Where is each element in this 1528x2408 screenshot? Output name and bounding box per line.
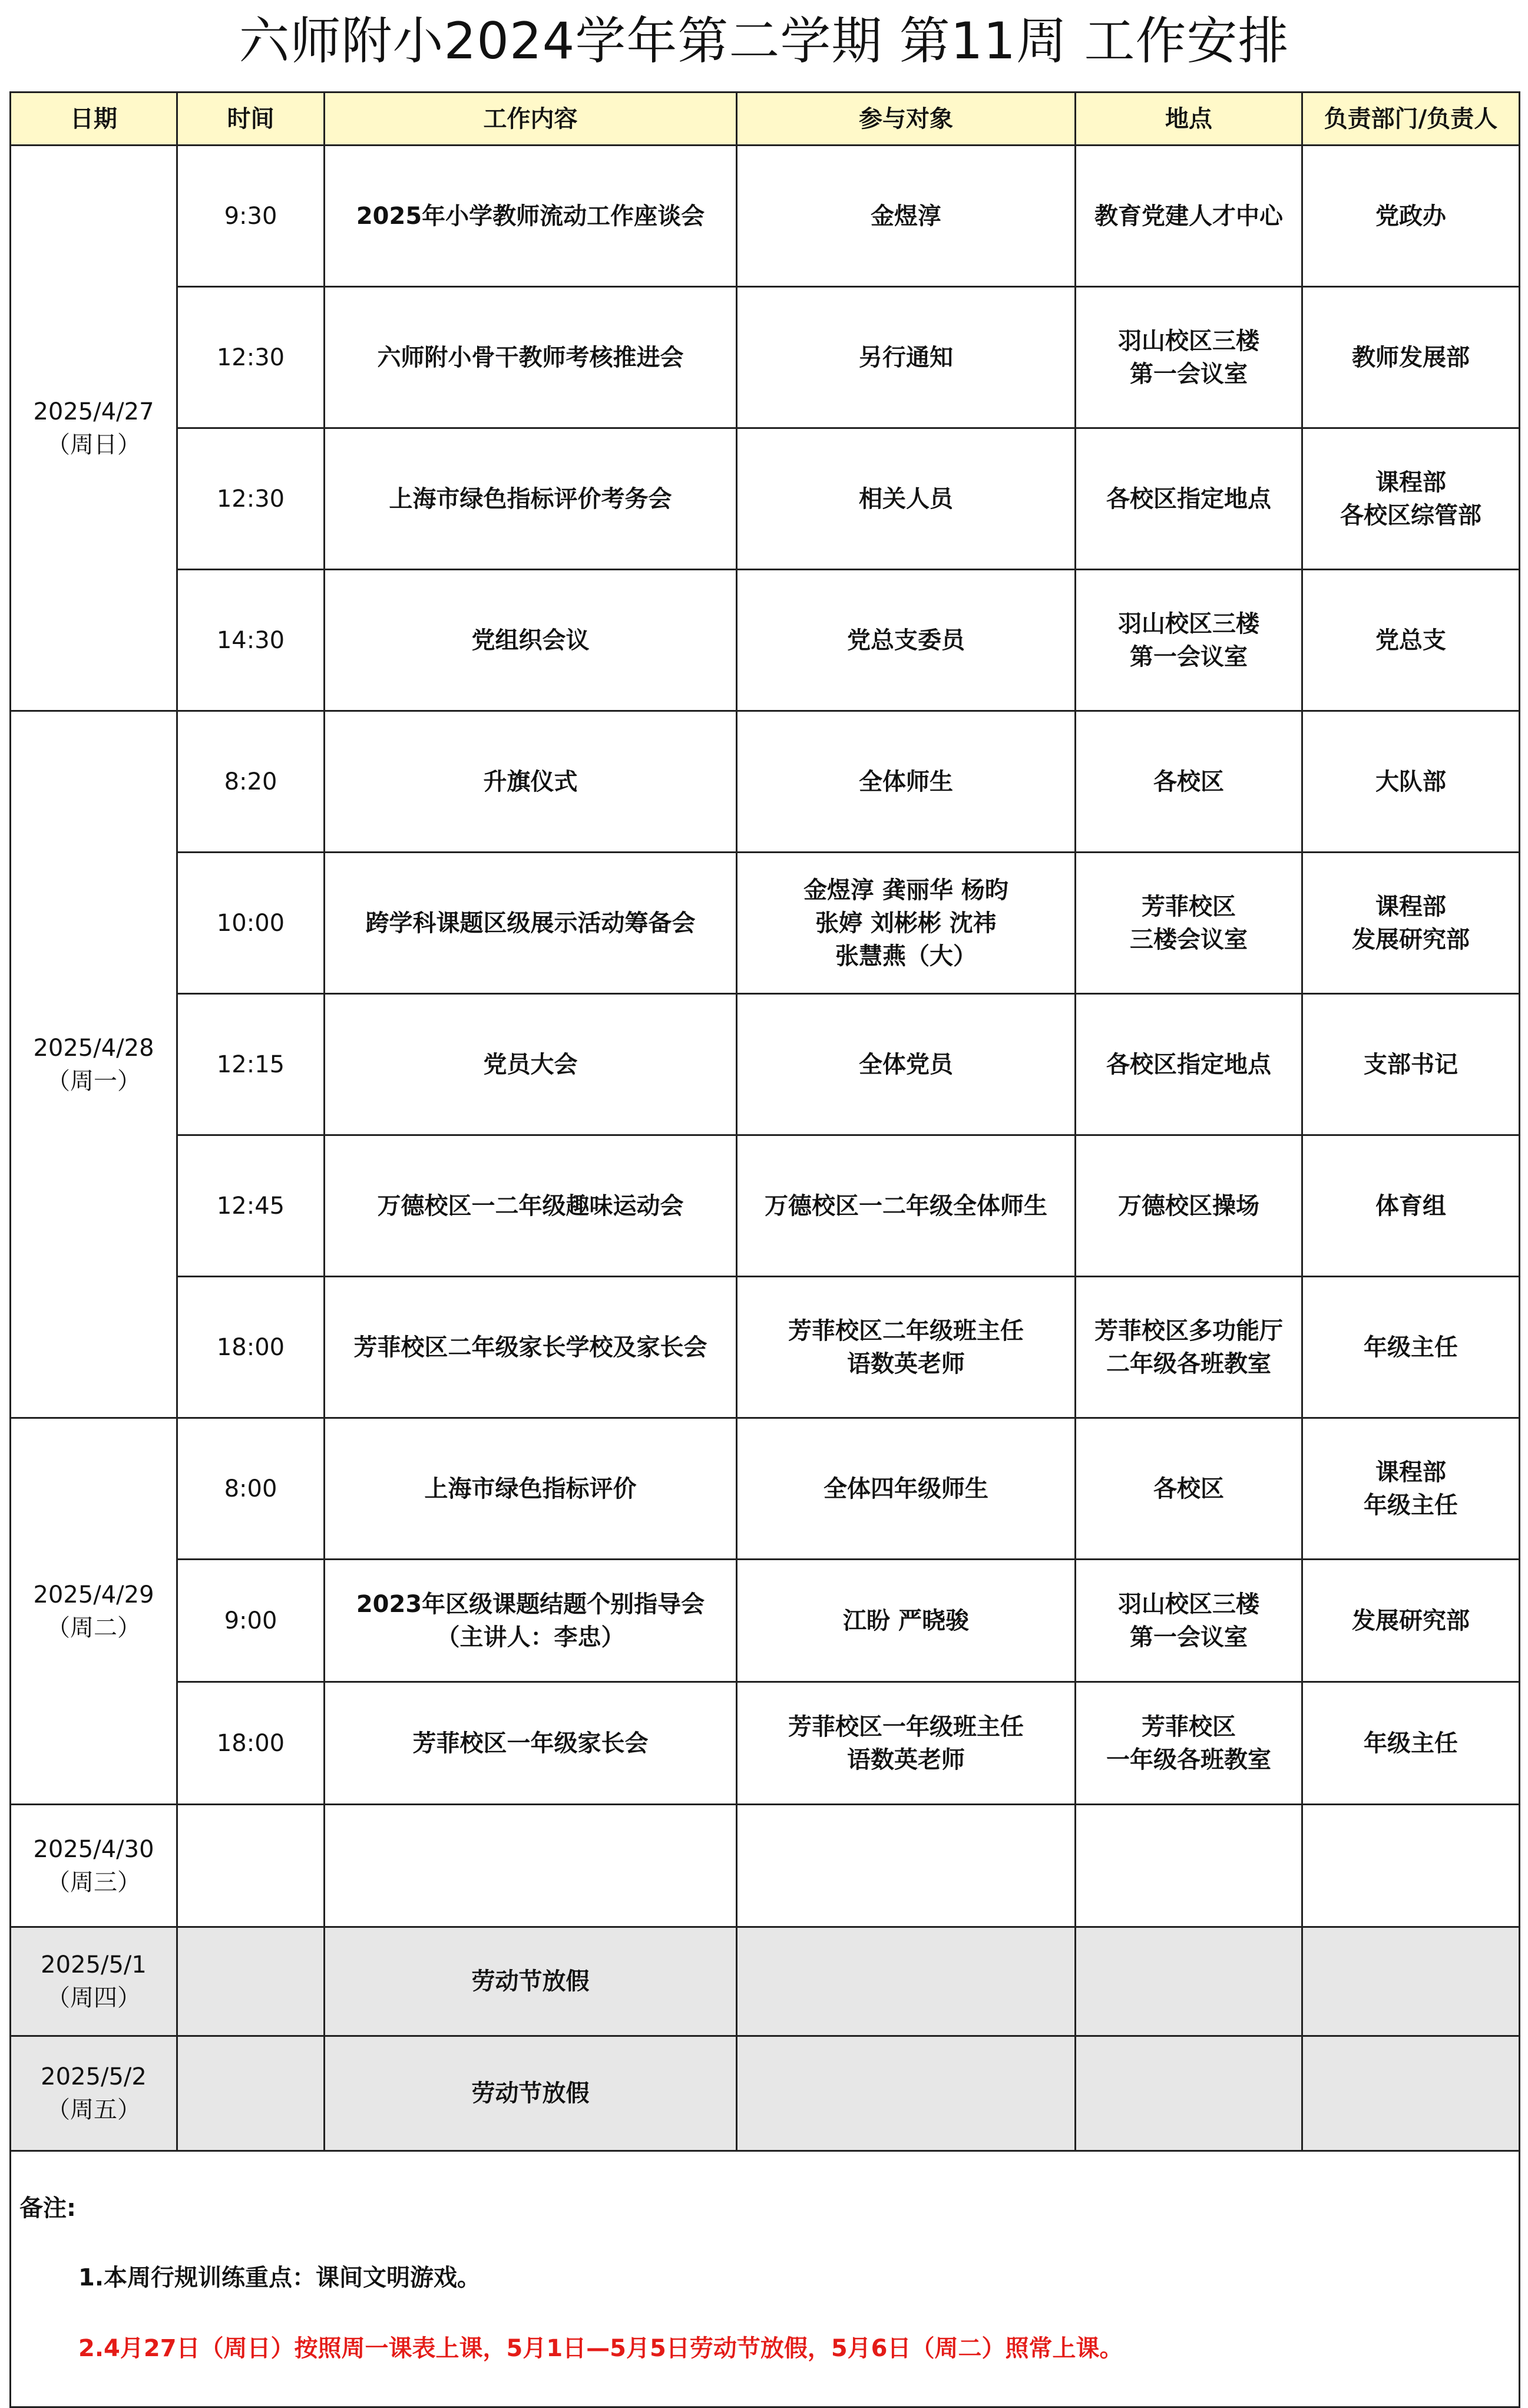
location-cell: 羽山校区三楼 第一会议室	[1076, 287, 1302, 428]
participants-cell: 全体党员	[737, 994, 1076, 1135]
empty-cell	[325, 1805, 737, 1927]
notes-cell	[11, 2151, 1520, 2407]
table-row	[11, 287, 1520, 428]
participants-cell: 另行通知	[737, 287, 1076, 428]
dept-cell: 大队部	[1302, 711, 1520, 853]
table-row	[11, 146, 1520, 287]
participants-cell: 芳菲校区一年级班主任 语数英老师	[737, 1682, 1076, 1805]
participants-cell: 芳菲校区二年级班主任 语数英老师	[737, 1277, 1076, 1418]
content-cell: 党员大会	[325, 994, 737, 1135]
content-cell: 上海市绿色指标评价考务会	[325, 428, 737, 570]
content-cell: 上海市绿色指标评价	[325, 1418, 737, 1560]
empty-cell	[737, 1805, 1076, 1927]
time-cell: 8:20	[177, 711, 325, 853]
participants-cell: 党总支委员	[737, 570, 1076, 711]
location-cell: 各校区	[1076, 1418, 1302, 1560]
empty-cell	[737, 2036, 1076, 2151]
dept-cell: 教师发展部	[1302, 287, 1520, 428]
date-cell: 2025/4/28 （周一）	[11, 711, 177, 1418]
empty-cell	[177, 1805, 325, 1927]
table-row	[11, 1927, 1520, 2036]
date-cell: 2025/4/29 （周二）	[11, 1418, 177, 1805]
table-row	[11, 1135, 1520, 1277]
content-cell: 劳动节放假	[325, 2036, 737, 2151]
time-cell: 14:30	[177, 570, 325, 711]
location-cell: 各校区指定地点	[1076, 428, 1302, 570]
empty-cell	[1302, 1805, 1520, 1927]
participants-cell: 金煜淳	[737, 146, 1076, 287]
empty-cell	[1076, 2036, 1302, 2151]
participants-cell: 江盼 严晓骏	[737, 1560, 1076, 1682]
location-cell: 羽山校区三楼 第一会议室	[1076, 570, 1302, 711]
time-cell: 12:45	[177, 1135, 325, 1277]
location-cell: 各校区	[1076, 711, 1302, 853]
header-content: 工作内容	[325, 93, 737, 146]
dept-cell: 体育组	[1302, 1135, 1520, 1277]
dept-cell: 发展研究部	[1302, 1560, 1520, 1682]
table-row	[11, 428, 1520, 570]
dept-cell: 年级主任	[1302, 1277, 1520, 1418]
table-row	[11, 1418, 1520, 1560]
location-cell: 羽山校区三楼 第一会议室	[1076, 1560, 1302, 1682]
location-cell: 芳菲校区多功能厅 二年级各班教室	[1076, 1277, 1302, 1418]
content-cell: 党组织会议	[325, 570, 737, 711]
empty-cell	[737, 1927, 1076, 2036]
table-row	[11, 1277, 1520, 1418]
table-row	[11, 711, 1520, 853]
dept-cell: 课程部 发展研究部	[1302, 853, 1520, 994]
location-cell: 芳菲校区 三楼会议室	[1076, 853, 1302, 994]
date-cell: 2025/4/30 （周三）	[11, 1805, 177, 1927]
dept-cell: 年级主任	[1302, 1682, 1520, 1805]
content-cell: 跨学科课题区级展示活动筹备会	[325, 853, 737, 994]
empty-cell	[1076, 1927, 1302, 2036]
dept-cell: 课程部 各校区综管部	[1302, 428, 1520, 570]
page-title: 六师附小2024学年第二学期 第11周 工作安排	[239, 12, 1289, 71]
participants-cell: 全体四年级师生	[737, 1418, 1076, 1560]
table-row	[11, 2036, 1520, 2151]
header-row	[11, 93, 1520, 146]
dept-cell: 党总支	[1302, 570, 1520, 711]
notes-title: 备注:	[19, 2195, 76, 2222]
empty-cell	[177, 1927, 325, 2036]
participants-cell: 万德校区一二年级全体师生	[737, 1135, 1076, 1277]
content-cell: 芳菲校区一年级家长会	[325, 1682, 737, 1805]
time-cell: 12:15	[177, 994, 325, 1135]
time-cell: 8:00	[177, 1418, 325, 1560]
time-cell: 12:30	[177, 287, 325, 428]
content-cell: 劳动节放假	[325, 1927, 737, 2036]
header-dept: 负责部门/负责人	[1302, 93, 1520, 146]
location-cell: 各校区指定地点	[1076, 994, 1302, 1135]
time-cell: 12:30	[177, 428, 325, 570]
date-cell: 2025/4/27 （周日）	[11, 146, 177, 711]
note-line-2: 2.4月27日（周日）按照周一课表上课，5月1日—5月5日劳动节放假，5月6日（周二）照常上课。	[78, 2335, 1123, 2362]
time-cell: 9:30	[177, 146, 325, 287]
content-cell: 2025年小学教师流动工作座谈会	[325, 146, 737, 287]
empty-cell	[1076, 1805, 1302, 1927]
table-row	[11, 1805, 1520, 1927]
time-cell: 10:00	[177, 853, 325, 994]
time-cell: 18:00	[177, 1682, 325, 1805]
time-cell: 18:00	[177, 1277, 325, 1418]
schedule-table	[9, 91, 1520, 2408]
empty-cell	[1302, 1927, 1520, 2036]
participants-cell: 金煜淳 龚丽华 杨昀 张婷 刘彬彬 沈祎 张慧燕（大）	[737, 853, 1076, 994]
empty-cell	[1302, 2036, 1520, 2151]
dept-cell: 党政办	[1302, 146, 1520, 287]
date-cell: 2025/5/1 （周四）	[11, 1927, 177, 2036]
note-line-1: 1.本周行规训练重点：课间文明游戏。	[78, 2264, 481, 2291]
content-cell: 2023年区级课题结题个别指导会 （主讲人：李忠）	[325, 1560, 737, 1682]
header-location: 地点	[1076, 93, 1302, 146]
content-cell: 六师附小骨干教师考核推进会	[325, 287, 737, 428]
date-cell: 2025/5/2 （周五）	[11, 2036, 177, 2151]
header-participants: 参与对象	[737, 93, 1076, 146]
header-time: 时间	[177, 93, 325, 146]
table-row	[11, 994, 1520, 1135]
header-date: 日期	[11, 93, 177, 146]
empty-cell	[177, 2036, 325, 2151]
table-row	[11, 570, 1520, 711]
location-cell: 教育党建人才中心	[1076, 146, 1302, 287]
notes-row	[11, 2151, 1520, 2407]
table-row	[11, 1560, 1520, 1682]
participants-cell: 相关人员	[737, 428, 1076, 570]
dept-cell: 支部书记	[1302, 994, 1520, 1135]
location-cell: 芳菲校区 一年级各班教室	[1076, 1682, 1302, 1805]
table-row	[11, 1682, 1520, 1805]
content-cell: 升旗仪式	[325, 711, 737, 853]
table-row	[11, 853, 1520, 994]
location-cell: 万德校区操场	[1076, 1135, 1302, 1277]
time-cell: 9:00	[177, 1560, 325, 1682]
dept-cell: 课程部 年级主任	[1302, 1418, 1520, 1560]
content-cell: 万德校区一二年级趣味运动会	[325, 1135, 737, 1277]
content-cell: 芳菲校区二年级家长学校及家长会	[325, 1277, 737, 1418]
participants-cell: 全体师生	[737, 711, 1076, 853]
